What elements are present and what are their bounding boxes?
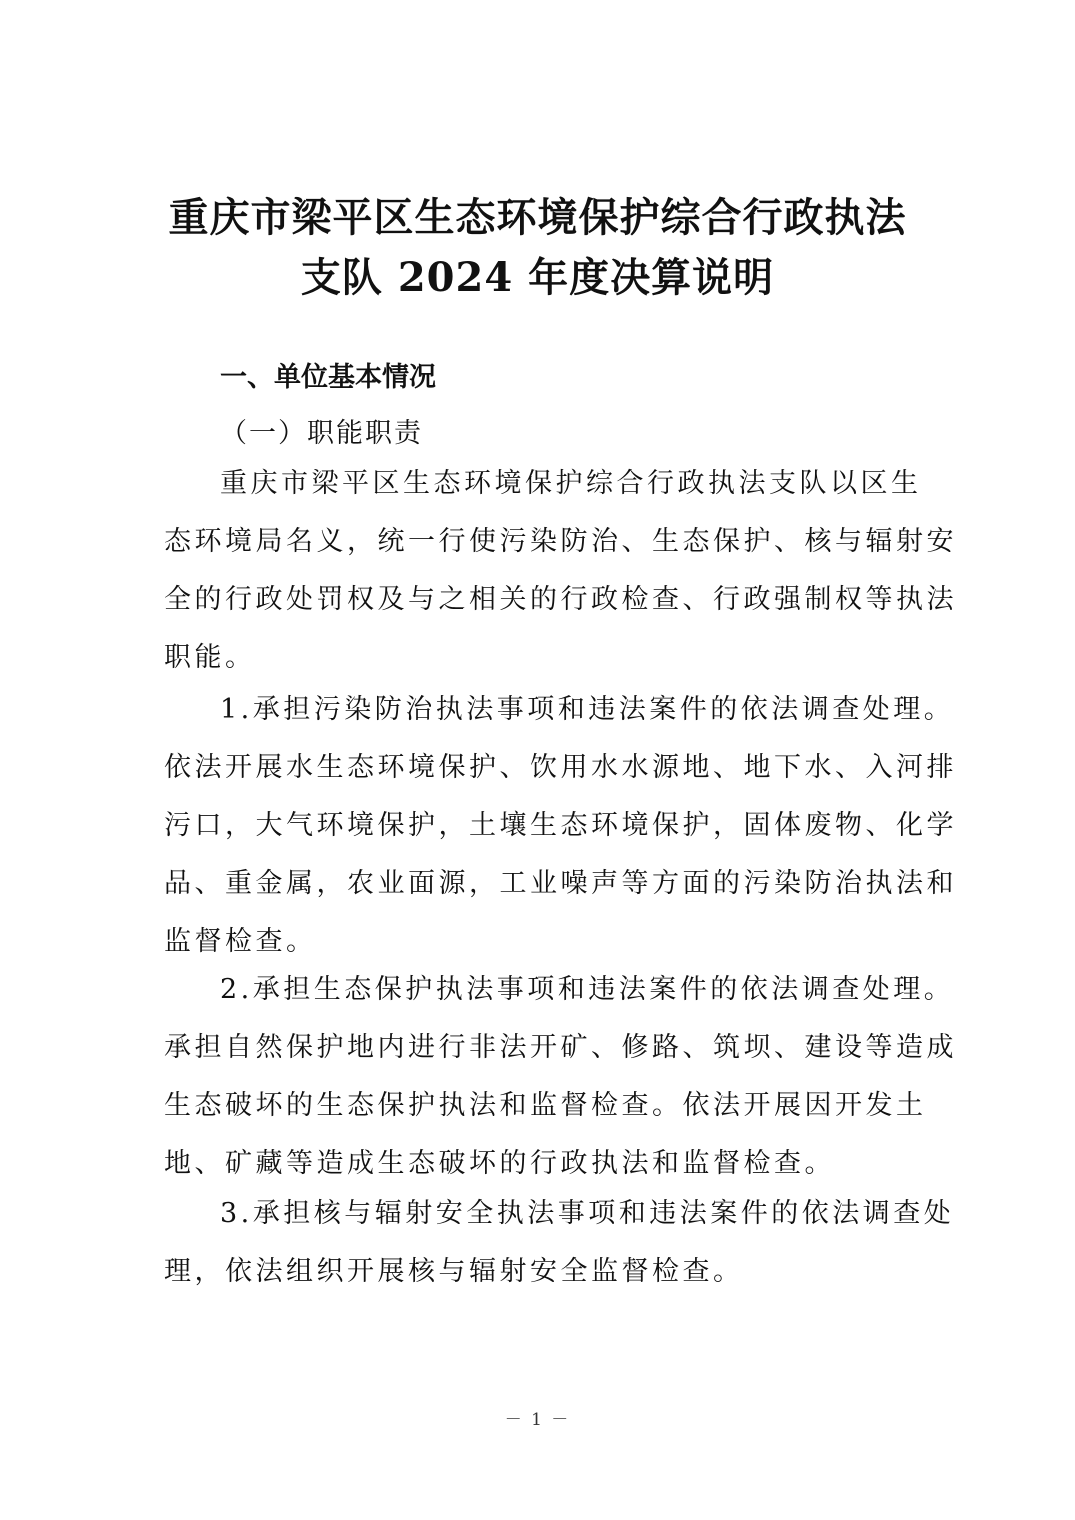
- paragraph-line: 监督检查。: [164, 926, 317, 957]
- paragraph-line: 2.承担生态保护执法事项和违法案件的依法调查处理。: [220, 974, 955, 1005]
- paragraph-line: 生态破坏的生态保护执法和监督检查。依法开展因开发土: [164, 1090, 927, 1121]
- paragraph-line: 态环境局名义，统一行使污染防治、生态保护、核与辐射安: [164, 526, 957, 557]
- paragraph-line: 重庆市梁平区生态环境保护综合行政执法支队以区生: [220, 468, 922, 499]
- paragraph-line: 1.承担污染防治执法事项和违法案件的依法调查处理。: [220, 694, 955, 725]
- paragraph-line: 污口，大气环境保护，土壤生态环境保护，固体废物、化学: [164, 810, 957, 841]
- section-subheading: （一）职能职责: [220, 418, 423, 449]
- paragraph-line: 3.承担核与辐射安全执法事项和违法案件的依法调查处: [220, 1198, 955, 1229]
- paragraph-line: 品、重金属，农业面源，工业噪声等方面的污染防治执法和: [164, 868, 957, 899]
- paragraph-line: 地、矿藏等造成生态破坏的行政执法和监督检查。: [164, 1148, 835, 1179]
- section-heading: 一、单位基本情况: [220, 362, 436, 393]
- title-line-1: 重庆市梁平区生态环境保护综合行政执法: [168, 194, 907, 241]
- paragraph-line: 理，依法组织开展核与辐射安全监督检查。: [164, 1256, 744, 1287]
- paragraph-line: 承担自然保护地内进行非法开矿、修路、筑坝、建设等造成: [164, 1032, 957, 1063]
- paragraph-nuclear-safety: [164, 1185, 955, 1301]
- paragraph-ecological-protection: [164, 961, 957, 1193]
- title-line-2: 支队 2024 年度决算说明: [300, 254, 775, 301]
- paragraph-pollution-control: [164, 681, 957, 971]
- paragraph-line: 全的行政处罚权及与之相关的行政检查、行政强制权等执法: [164, 584, 957, 615]
- document-title: [140, 188, 935, 308]
- paragraph-line: 依法开展水生态环境保护、饮用水水源地、地下水、入河排: [164, 752, 957, 783]
- paragraph-line: 职能。: [164, 642, 256, 673]
- paragraph-duties-intro: [164, 455, 957, 687]
- page-number: － 1 －: [504, 1410, 571, 1430]
